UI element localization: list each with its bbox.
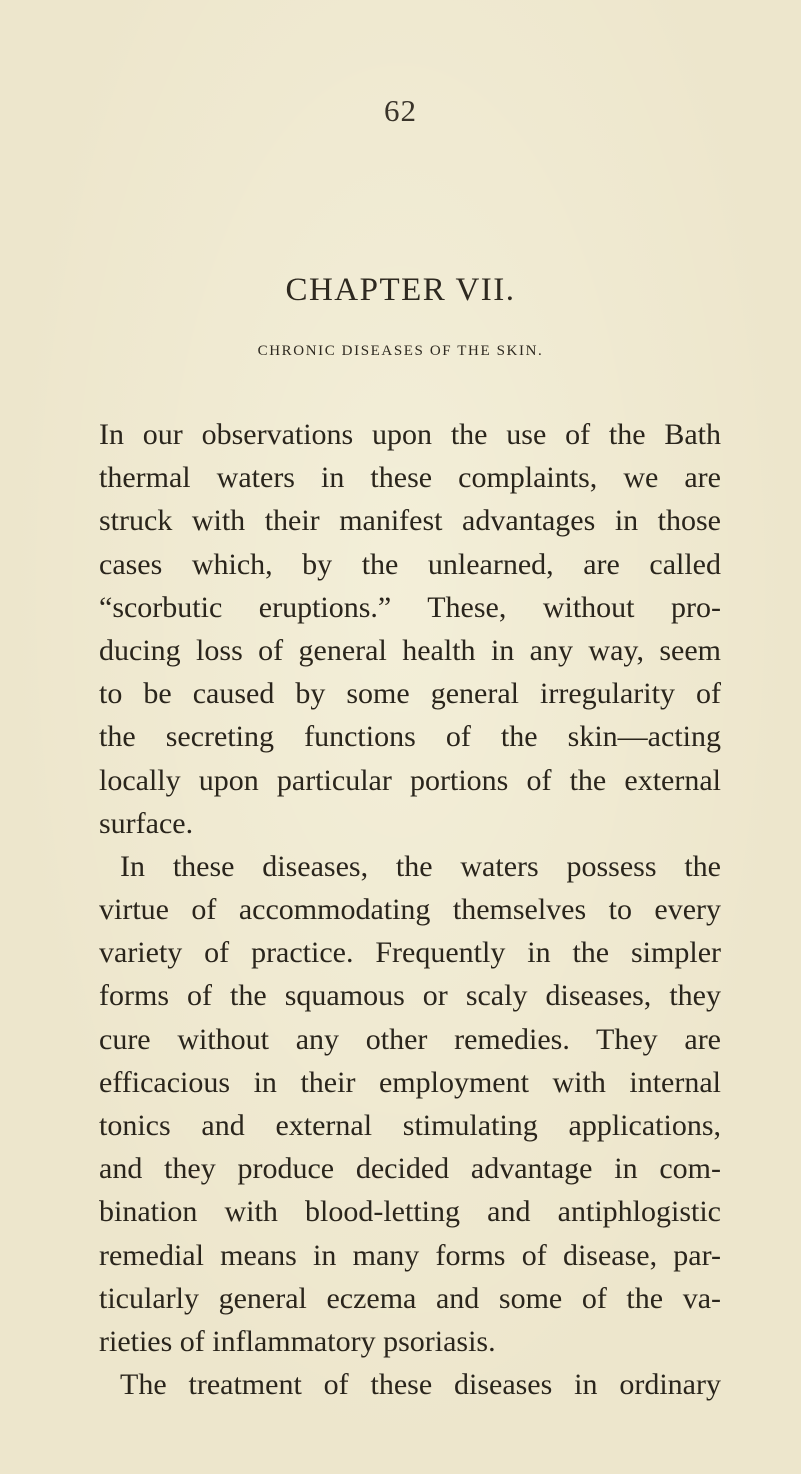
text-line: rieties of inflammatory psoriasis. xyxy=(99,1324,496,1358)
text-line: and they produce decided advantage in com- xyxy=(99,1152,721,1186)
text-line: The treatment of these diseases in ordinary xyxy=(120,1368,721,1402)
text-line: remedial means in many forms of disease, par- xyxy=(99,1238,721,1272)
text-line: In our observations upon the use of the Bath xyxy=(99,418,721,451)
text-line: efficacious in their employment with internal xyxy=(99,1065,721,1099)
chapter-title: CHAPTER VII. xyxy=(285,272,516,308)
text-line: to be caused by some general irregularity of xyxy=(99,677,721,711)
page-number: 62 xyxy=(384,93,417,128)
text-line: ticularly general eczema and some of the va- xyxy=(99,1281,721,1315)
text-line: thermal waters in these complaints, we are xyxy=(99,461,721,495)
text-line: struck with their manifest advantages in those xyxy=(99,504,721,538)
text-line: cases which, by the unlearned, are called xyxy=(99,547,721,581)
chapter-subtitle: CHRONIC DISEASES OF THE SKIN. xyxy=(257,343,544,359)
text-line: the secreting functions of the skin—acting xyxy=(99,720,721,754)
text-line: forms of the squamous or scaly diseases, they xyxy=(99,979,721,1013)
text-line: ducing loss of general health in any way, seem xyxy=(99,633,721,667)
text-line: “scorbutic eruptions.” These, without pro- xyxy=(99,590,721,624)
text-line: bination with blood-letting and antiphlogistic xyxy=(99,1195,721,1229)
text-line: surface. xyxy=(99,806,194,840)
text-line: virtue of accommodating themselves to every xyxy=(99,893,721,927)
text-line: cure without any other remedies. They are xyxy=(99,1022,721,1056)
text-line: locally upon particular portions of the external xyxy=(99,763,721,797)
text-line: tonics and external stimulating applications, xyxy=(99,1109,721,1142)
text-line: In these diseases, the waters possess the xyxy=(120,849,721,883)
body-text xyxy=(99,413,721,1406)
text-line: variety of practice. Frequently in the simpler xyxy=(99,936,721,970)
